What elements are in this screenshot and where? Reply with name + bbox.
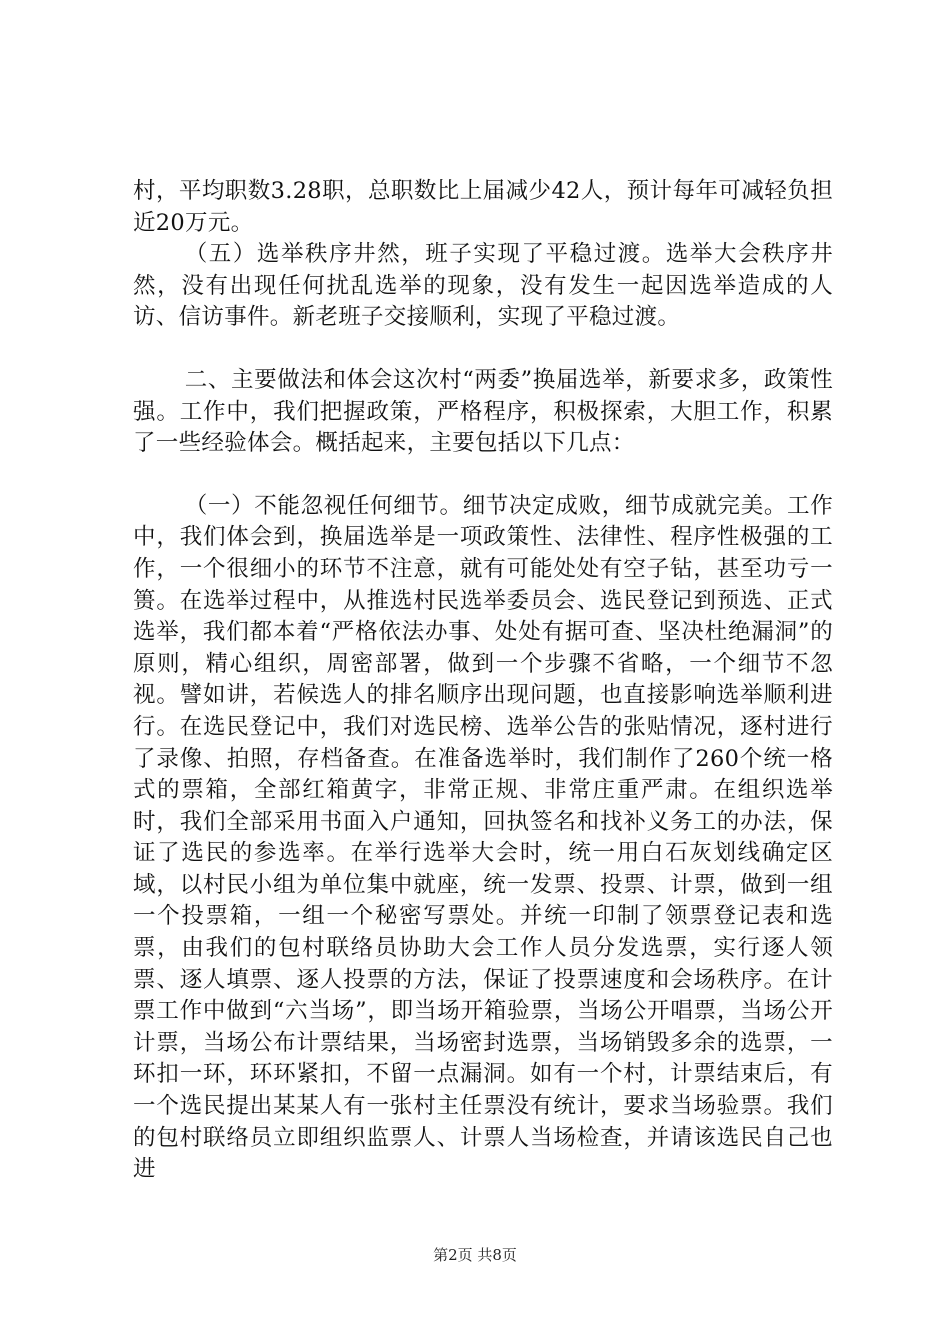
paragraph-gap bbox=[133, 334, 833, 365]
paragraph-section-five: （五）选举秩序井然，班子实现了平稳过渡。选举大会秩序井然，没有出现任何扰乱选举的现象，没有发生一起因选举造成的人访、信访事件。新老班子交接顺利，实现了平稳过渡。 bbox=[133, 241, 833, 331]
document-body bbox=[133, 176, 833, 1186]
paragraph-section-two-heading: 二、主要做法和体会这次村“两委”换届选举，新要求多，政策性强。工作中，我们把握政策，严格程序，积极探索，大胆工作，积累了一些经验体会。概括起来，主要包括以下几点： bbox=[133, 366, 833, 457]
paragraph-continuation: 村，平均职数3.28职，总职数比上届减少42人，预计每年可减轻负担近20万元。 bbox=[133, 178, 833, 236]
page-footer: 第2页 共8页 bbox=[433, 1246, 517, 1264]
paragraph-gap bbox=[133, 460, 833, 491]
paragraph-detail-point-one: （一）不能忽视任何细节。细节决定成败，细节成就完美。工作中，我们体会到，换届选举是一项政策性、法律性、程序性极强的工作，一个很细小的环节不注意，就有可能处处有空子钻，甚至功亏一篑。在选举过程中，从推选村民选举委员会、选民登记到预选、正式选举，我们都本着“严格依法办事、处处有据可查、坚决杜绝漏洞”的原则，精心组织，周密部署，做到一个步骤不省略，一个细节不忽视。譬如讲，若候选人的排名顺序出现问题，也直接影响选举顺利进行。在选民登记中，我们对选民榜、选举公告的张贴情况，逐村进行了录像、拍照，存档备查。在准备选举时，我们制作了260个统一格式的票箱，全部红箱黄字，非常正规、非常庄重严肃。在组织选举时，我们全部采用书面入户通知，回执签名和找补义务工的办法，保证了选民的参选率。在举行选举大会时，统一用白石灰划线确定区域，以村民小组为单位集中就座，统一发票、投票、计票，做到一组一个投票箱，一组一个秘密写票处。并统一印制了领票登记表和选票，由我们的包村联络员协助大会工作人员分发选票，实行逐人领票、逐人填票、逐人投票的方法，保证了投票速度和会场秩序。在计票工作中做到“六当场”，即当场开箱验票，当场公开唱票，当场公开计票，当场公布计票结果，当场密封选票，当场销毁多余的选票，一环扣一环，环环紧扣，不留一点漏洞。如有一个村，计票结束后，有一个选民提出某某人有一张村主任票没有统计，要求当场验票。我们的包村联络员立即组织监票人、计票人当场检查，并请该选民自己也进 bbox=[133, 492, 833, 1183]
